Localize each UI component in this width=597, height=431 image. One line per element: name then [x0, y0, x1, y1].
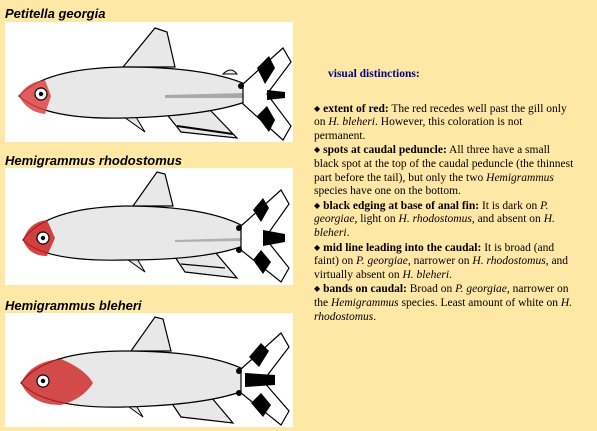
fish-illustration-hemigrammus-bleheri — [5, 313, 293, 427]
distinction-title: bands on caudal: — [323, 283, 407, 296]
species-name: H. bleheri — [402, 268, 450, 281]
hemigrammus-rhodostomus-drawing — [5, 168, 293, 285]
distinction-text: species have one on the bottom. — [314, 185, 461, 198]
distinction-title: extent of red: — [323, 102, 389, 115]
petitella-georgia-drawing — [5, 22, 293, 142]
fish-title-petitella-georgia: Petitella georgia — [5, 6, 106, 21]
distinctions-list — [314, 102, 574, 325]
distinction-text: All three have a small black spot at the top of the caudal peduncle (the thinnest part before the tail), but only the two — [314, 144, 574, 184]
fish-title-hemigrammus-bleheri: Hemigrammus bleheri — [5, 298, 142, 313]
distinction-text: species. Least amount of white on — [398, 296, 561, 309]
distinction-text: . — [346, 226, 350, 239]
visual-distinctions-panel — [314, 68, 574, 324]
distinction-text: , narrower on — [407, 255, 473, 268]
distinction-text: . However, this coloration is not permanent. — [314, 116, 523, 142]
species-name: P. georgiae — [314, 199, 549, 226]
species-name: H. bleheri — [314, 213, 555, 239]
species-name: H. rhodostomus — [398, 213, 472, 226]
distinction-title: black edging at base of anal fin: — [323, 199, 480, 212]
diamond-bullet-icon: ◆ — [314, 145, 321, 155]
distinction-item — [314, 102, 574, 144]
distinction-text: , narrower on the — [314, 283, 569, 309]
distinction-text: The red recedes well past the gill only on — [314, 102, 567, 129]
distinction-text: , light on — [354, 213, 399, 226]
fish-title-hemigrammus-rhodostomus: Hemigrammus rhodostomus — [5, 153, 182, 168]
species-name: P. georgiae — [356, 255, 408, 268]
visual-distinctions-heading: visual distinctions: — [328, 68, 420, 80]
species-name: Hemigrammus — [330, 296, 399, 309]
species-name: Hemigrammus — [486, 171, 554, 184]
distinction-item — [314, 199, 574, 241]
species-name: H. rhodostomus — [472, 255, 546, 268]
distinction-item — [314, 143, 574, 198]
diamond-bullet-icon: ◆ — [314, 200, 321, 210]
diamond-bullet-icon: ◆ — [314, 103, 321, 113]
distinction-text: . — [449, 268, 452, 281]
distinction-title: spots at caudal peduncle: — [323, 144, 447, 157]
distinction-text: . — [373, 310, 377, 323]
distinction-text: It is dark on — [479, 199, 541, 212]
distinction-item — [314, 241, 574, 283]
distinction-text: It is broad (and faint) on — [314, 241, 555, 268]
fish-illustration-petitella-georgia — [5, 22, 293, 142]
distinction-text: Broad on — [406, 283, 456, 296]
fish-illustration-hemigrammus-rhodostomus — [5, 168, 293, 285]
species-name: H. rhodostomus — [314, 296, 573, 323]
distinction-text: , and virtually absent on — [314, 255, 569, 281]
species-name: H. bleheri — [328, 116, 376, 129]
species-name: P. georgiae — [455, 283, 507, 296]
hemigrammus-bleheri-drawing — [5, 313, 293, 427]
diamond-bullet-icon: ◆ — [314, 242, 321, 252]
diamond-bullet-icon: ◆ — [314, 284, 321, 294]
distinction-title: mid line leading into the caudal: — [323, 241, 482, 254]
distinction-text: , and absent on — [471, 213, 544, 226]
distinction-item — [314, 282, 574, 324]
